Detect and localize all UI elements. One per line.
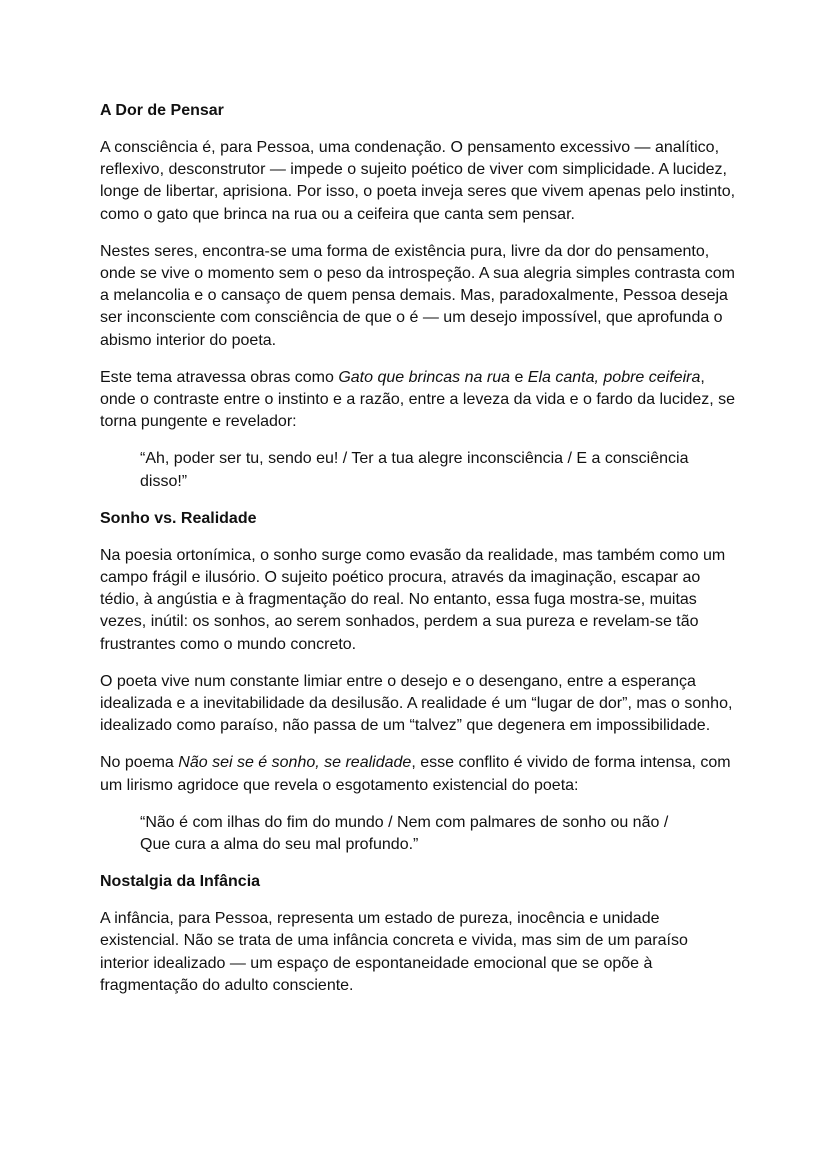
- text-run: , esse conflito é vivido de forma intensa, com um lirismo agridoce que revela o esgotamento existencial do poeta:: [100, 754, 731, 794]
- text-run: , onde o contraste entre o instinto e a razão, entre a leveza da vida e o fardo da lucidez, se torna pungente e revelador:: [100, 368, 736, 431]
- document-page: [100, 100, 736, 1012]
- paragraph: [100, 367, 736, 434]
- section-heading: Nostalgia da Infância: [100, 873, 261, 891]
- section-heading: A Dor de Pensar: [100, 102, 224, 119]
- paragraph: [100, 752, 736, 796]
- section-nostalgia-da-infancia: [100, 871, 736, 997]
- paragraph: O poeta vive num constante limiar entre o desejo e o desengano, entre a esperança idealizada e a inevitabilidade da desilusão. A realidade é um “lugar de dor”, mas o sonho, idealizado como paraíso, não passa de um “talvez” que degenera em impossibilidade.: [100, 672, 733, 735]
- text-run: Este tema atravessa obras como: [100, 368, 339, 386]
- paragraph: A infância, para Pessoa, representa um estado de pureza, inocência e unidade existencial. Não se trata de uma infância concreta e vivida, mas sim de um paraíso interior idealizado — um espaço de espontaneidade emocional que se opõe à fragmentação do adulto consciente.: [100, 910, 688, 994]
- work-title: Gato que brincas na rua: [338, 368, 510, 386]
- paragraph: Nestes seres, encontra-se uma forma de existência pura, livre da dor do pensamento, onde se vive o momento sem o peso da introspeção. A sua alegria simples contrasta com a melancolia e o cansaço de quem pensa demais. Mas, paradoxalmente, Pessoa deseja ser inconsciente com consciência de que o é — um desejo impossível, que aprofunda o abismo interior do poeta.: [100, 242, 736, 349]
- section-heading: Sonho vs. Realidade: [100, 509, 257, 527]
- paragraph: A consciência é, para Pessoa, uma condenação. O pensamento excessivo — analítico, reflexivo, desconstrutor — impede o sujeito poético de viver com simplicidade. A lucidez, longe de libertar, aprisiona. Por isso, o poeta inveja seres que vivem apenas pelo instinto, como o gato que brinca na rua ou a ceifeira que canta sem pensar.: [100, 139, 736, 223]
- paragraph: Na poesia ortonímica, o sonho surge como evasão da realidade, mas também como um campo frágil e ilusório. O sujeito poético procura, através da imaginação, escapar ao tédio, à angústia e à fragmentação do real. No entanto, essa fuga mostra-se, muitas vezes, inútil: os sonhos, ao serem sonhados, perdem a sua pureza e revelam-se tão frustrantes como o mundo concreto.: [100, 546, 726, 653]
- section-sonho-vs-realidade: [100, 508, 736, 856]
- block-quote: “Ah, poder ser tu, sendo eu! / Ter a tua alegre inconsciência / E a consciência disso!”: [140, 450, 689, 490]
- section-dor-de-pensar: [100, 100, 736, 493]
- text-run: No poema: [100, 754, 179, 772]
- text-run: e: [510, 368, 528, 386]
- work-title: Ela canta, pobre ceifeira: [527, 368, 701, 386]
- work-title: Não sei se é sonho, se realidade: [178, 754, 412, 772]
- block-quote: “Não é com ilhas do fim do mundo / Nem com palmares de sonho ou não / Que cura a alma do seu mal profundo.”: [140, 813, 669, 854]
